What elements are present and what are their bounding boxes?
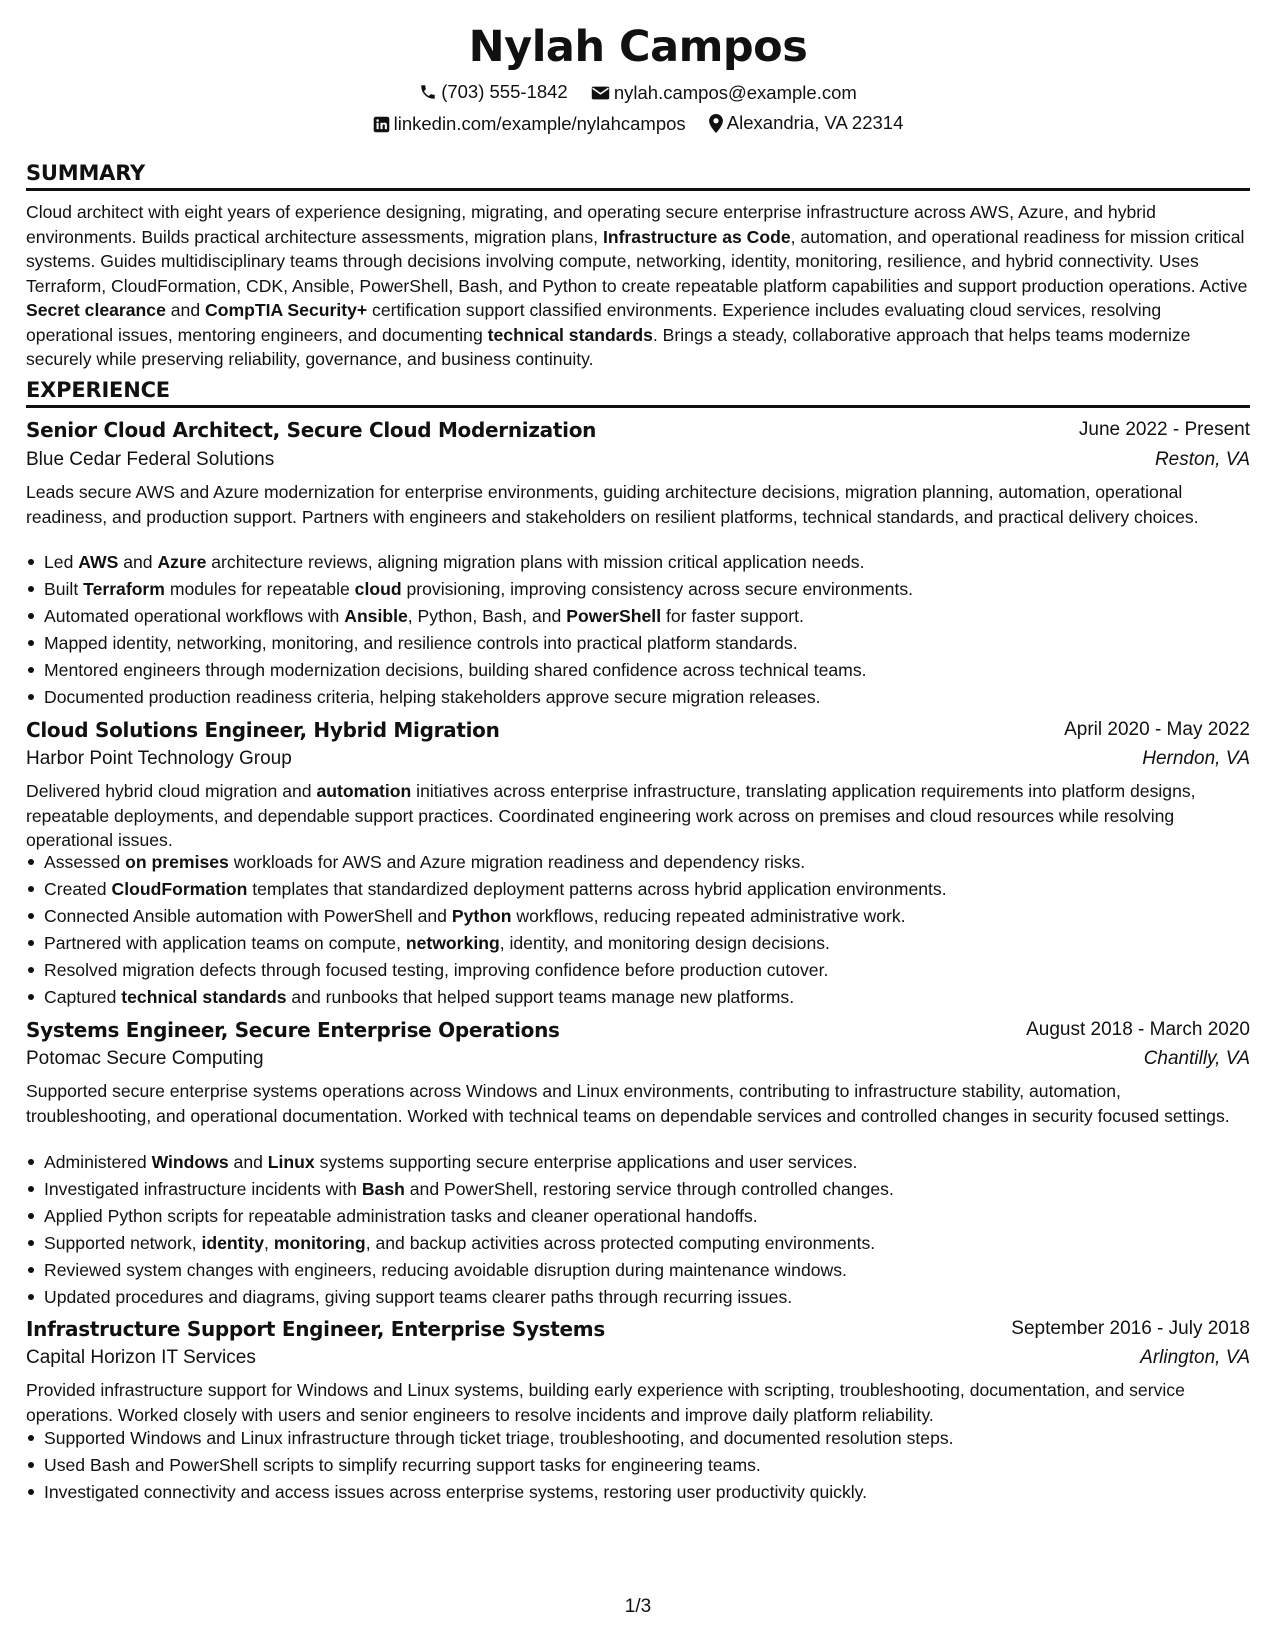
bullet-item <box>26 1150 1250 1177</box>
bold-keyword: on premises <box>125 852 229 872</box>
bullet-item <box>26 1480 1250 1507</box>
bold-keyword: AWS <box>78 552 119 572</box>
text-run: Investigated infrastructure incidents with <box>44 1179 362 1199</box>
bold-keyword: technical standards <box>487 324 653 345</box>
bold-keyword: Terraform <box>83 579 165 599</box>
job-title: Systems Engineer, Secure Enterprise Operations <box>26 1018 560 1042</box>
bullet-item <box>26 985 1250 1012</box>
text-run: Delivered hybrid cloud migration and <box>26 781 317 801</box>
text-run: , Python, Bash, and <box>407 606 567 626</box>
text-run: Created <box>44 879 112 899</box>
text-run: Provided infrastructure support for Windows and Linux systems, building early experience with scripting, troubleshooting, documentation, and service operations. Worked closely with users and senior engineers to resolve incidents and improve daily platform reliability. <box>26 1380 1185 1425</box>
bullet-item <box>26 550 1250 577</box>
job-bullets <box>26 1150 1250 1312</box>
email-text: nylah.campos@example.com <box>613 82 857 103</box>
job-title: Cloud Solutions Engineer, Hybrid Migration <box>26 718 500 742</box>
candidate-name: Nylah Campos <box>468 22 808 72</box>
job-bullets <box>26 1426 1250 1507</box>
job-location: Reston, VA <box>1154 449 1250 470</box>
contact-row-1 <box>26 81 1250 106</box>
text-run: for faster support. <box>661 606 804 626</box>
text-run: architecture reviews, aligning migration plans with mission critical application needs. <box>206 552 865 572</box>
summary-heading: SUMMARY <box>26 161 1250 191</box>
bullet-item <box>26 658 1250 685</box>
text-run: initiatives across enterprise infrastructure, translating application requirements into platform designs, repeatable deployments, and dependable support practices. Coordinated engineering work across on premises and cloud resources while resolving operational issues. <box>26 781 1196 850</box>
text-run: and PowerShell, restoring service through controlled changes. <box>404 1179 894 1199</box>
job-company: Capital Horizon IT Services <box>26 1347 256 1368</box>
bold-keyword: networking <box>405 933 500 953</box>
text-run: and <box>228 1152 268 1172</box>
text-run: Cloud architect with eight years of experience designing, migrating, and operating secure enterprise infrastructure across AWS, Azure, and hybrid environments. Builds practical architecture assessments, migration plans, <box>26 202 1156 247</box>
phone-text: (703) 555-1842 <box>441 81 568 102</box>
text-run: Captured <box>44 987 122 1007</box>
bullet-item <box>26 577 1250 604</box>
text-run: Investigated connectivity and access issues across enterprise systems, restoring user productivity quickly. <box>44 1482 868 1502</box>
linkedin-icon <box>373 116 390 133</box>
bold-keyword: Linux <box>267 1152 315 1172</box>
text-run: , identity, and monitoring design decisions. <box>499 933 830 953</box>
location-text: Alexandria, VA 22314 <box>726 112 904 133</box>
text-run: Updated procedures and diagrams, giving support teams clearer paths through recurring issues. <box>44 1287 793 1307</box>
job-title: Senior Cloud Architect, Secure Cloud Modernization <box>26 418 597 442</box>
job-company: Harbor Point Technology Group <box>26 748 292 769</box>
text-run: and runbooks that helped support teams manage new platforms. <box>286 987 795 1007</box>
bullet-item <box>26 1177 1250 1204</box>
bullet-item <box>26 931 1250 958</box>
bold-keyword: CloudFormation <box>111 879 248 899</box>
text-run: Partnered with application teams on compute, <box>44 933 406 953</box>
text-run: workloads for AWS and Azure migration readiness and dependency risks. <box>228 852 806 872</box>
linkedin-text: linkedin.com/example/nylahcampos <box>393 113 686 134</box>
text-run: systems supporting secure enterprise applications and user services. <box>314 1152 858 1172</box>
text-run: Supported network, <box>44 1233 202 1253</box>
bold-keyword: CompTIA Security+ <box>205 300 368 320</box>
bold-keyword: Bash <box>361 1179 405 1199</box>
text-run: Led <box>44 552 79 572</box>
bullet-item <box>26 1426 1250 1453</box>
text-run: Applied Python scripts for repeatable administration tasks and cleaner operational handoffs. <box>44 1206 758 1226</box>
job-summary <box>26 1378 1250 1427</box>
bullet-item <box>26 685 1250 712</box>
map-pin-icon <box>709 114 723 133</box>
job-dates: April 2020 - May 2022 <box>1064 719 1250 740</box>
bullet-item <box>26 958 1250 985</box>
bold-keyword: identity <box>201 1233 265 1253</box>
page-number: 1/3 <box>624 1596 652 1617</box>
text-run: Leads secure AWS and Azure modernization for enterprise environments, guiding architecture decisions, migration planning, automation, operational readiness, and production support. Partners with engineers and stakeholders on resilient platforms, technical standards, and practical delivery choices. <box>26 482 1199 527</box>
job-company: Potomac Secure Computing <box>26 1048 264 1069</box>
text-run: Mentored engineers through modernization decisions, building shared confidence across technical teams. <box>44 660 867 680</box>
bullet-item <box>26 1231 1250 1258</box>
summary-text <box>26 200 1250 372</box>
text-run: Supported secure enterprise systems operations across Windows and Linux environments, contributing to infrastructure stability, automation, troubleshooting, and operational documentation. Worked with technical teams on dependable services and controlled changes in security focused settings. <box>26 1081 1230 1126</box>
text-run: provisioning, improving consistency across secure environments. <box>401 579 914 599</box>
bullet-item <box>26 1453 1250 1480</box>
email-contact[interactable] <box>591 82 857 104</box>
job-location: Herndon, VA <box>1142 748 1250 769</box>
text-run: certification support classified environments. Experience includes evaluating cloud services, resolving operational issues, mentoring engineers, and documenting <box>26 300 1162 345</box>
resume-page <box>26 0 1250 1650</box>
text-run: Connected Ansible automation with PowerShell and <box>44 906 452 926</box>
bullet-item <box>26 1258 1250 1285</box>
text-run: Mapped identity, networking, monitoring, and resilience controls into practical platform standards. <box>44 633 798 653</box>
bullet-item <box>26 631 1250 658</box>
text-run: Used Bash and PowerShell scripts to simplify recurring support tasks for engineering teams. <box>44 1455 761 1475</box>
bullet-item <box>26 877 1250 904</box>
bold-keyword: Ansible <box>344 606 408 626</box>
job-bullets <box>26 850 1250 1012</box>
phone-icon <box>419 83 437 101</box>
text-run: Supported Windows and Linux infrastructure through ticket triage, troubleshooting, and documented resolution steps. <box>44 1428 954 1448</box>
job-summary <box>26 480 1250 529</box>
bullet-item <box>26 904 1250 931</box>
text-run: Resolved migration defects through focused testing, improving confidence before production cutover. <box>44 960 829 980</box>
job-title: Infrastructure Support Engineer, Enterprise Systems <box>26 1317 605 1341</box>
bold-keyword: Secret clearance <box>26 300 166 320</box>
bold-keyword: Python <box>451 906 512 926</box>
text-run: Reviewed system changes with engineers, reducing avoidable disruption during maintenance windows. <box>44 1260 847 1280</box>
job-bullets <box>26 550 1250 712</box>
envelope-icon <box>591 85 610 101</box>
job-dates: June 2022 - Present <box>1078 419 1250 440</box>
bold-keyword: automation <box>316 781 412 801</box>
job-summary <box>26 1079 1250 1128</box>
job-dates: September 2016 - July 2018 <box>1011 1318 1250 1339</box>
text-run: templates that standardized deployment patterns across hybrid application environments. <box>247 879 947 899</box>
linkedin-contact[interactable] <box>373 113 686 135</box>
bullet-item <box>26 850 1250 877</box>
text-run: and <box>118 552 158 572</box>
text-run: modules for repeatable <box>164 579 355 599</box>
location-contact <box>709 112 904 134</box>
text-run: Administered <box>44 1152 152 1172</box>
text-run: and <box>165 300 206 320</box>
text-run: Built <box>44 579 84 599</box>
job-location: Arlington, VA <box>1140 1347 1250 1368</box>
job-company: Blue Cedar Federal Solutions <box>26 449 275 470</box>
text-run: , and backup activities across protected computing environments. <box>365 1233 876 1253</box>
bullet-item <box>26 1204 1250 1231</box>
experience-heading: EXPERIENCE <box>26 378 1250 408</box>
bold-keyword: monitoring <box>273 1233 366 1253</box>
text-run: Assessed <box>44 852 126 872</box>
text-run: workflows, reducing repeated administrative work. <box>511 906 906 926</box>
text-run: , automation, and operational readiness for mission critical systems. Guides multidisciplinary teams through decisions involving compute, networking, identity, monitoring, resilience, and hybrid connectivity. Uses Terraform, CloudFormation, CDK, Ansible, PowerShell, Bash, and Python to create repeatable platform capabilities and support production operations. Active <box>26 226 1248 296</box>
text-run: . Brings a steady, collaborative approach that helps teams modernize securely while preserving reliability, governance, and business continuity. <box>26 324 1191 369</box>
phone-contact[interactable] <box>419 81 568 103</box>
job-dates: August 2018 - March 2020 <box>1026 1019 1250 1040</box>
text-run: , <box>264 1233 274 1253</box>
bold-keyword: Windows <box>151 1152 229 1172</box>
text-run: Automated operational workflows with <box>44 606 345 626</box>
bold-keyword: Infrastructure as Code <box>602 226 791 247</box>
bold-keyword: technical standards <box>121 987 287 1007</box>
bold-keyword: cloud <box>354 579 402 599</box>
job-summary <box>26 779 1250 853</box>
job-location: Chantilly, VA <box>1143 1048 1250 1069</box>
bullet-item <box>26 1285 1250 1312</box>
bold-keyword: PowerShell <box>566 606 662 626</box>
bullet-item <box>26 604 1250 631</box>
text-run: Documented production readiness criteria, helping stakeholders approve secure migration releases. <box>44 687 821 707</box>
bold-keyword: Azure <box>157 552 207 572</box>
contact-row-2 <box>26 112 1250 138</box>
